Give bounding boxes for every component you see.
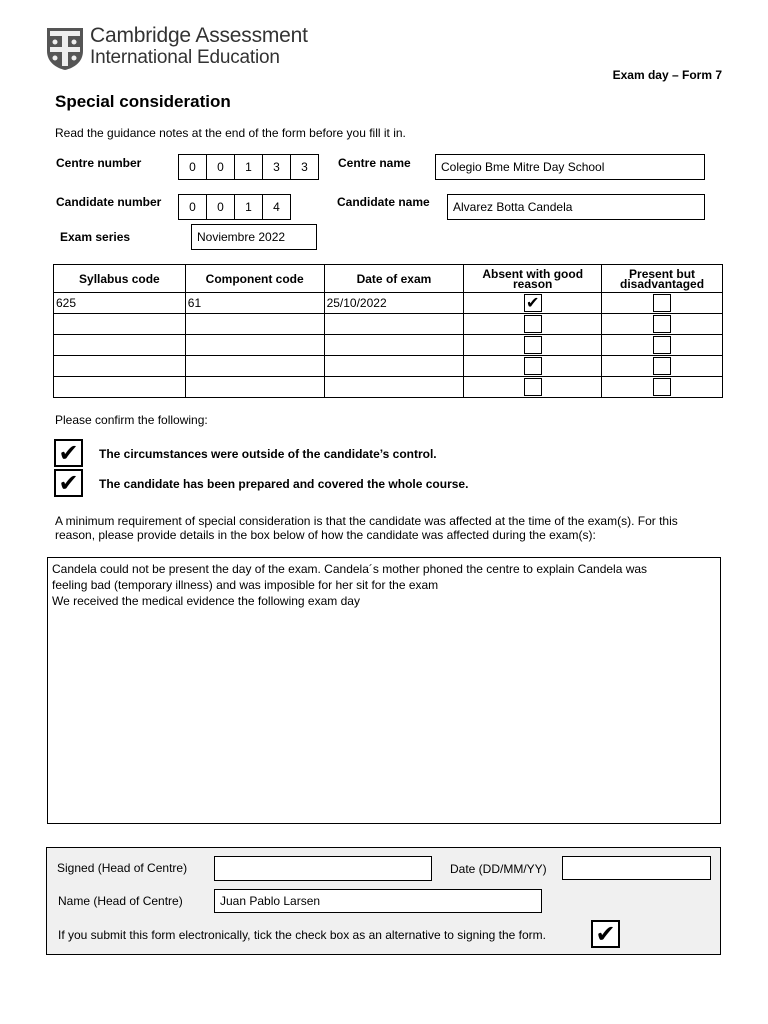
centre-name-label: Centre name	[338, 156, 411, 170]
header-absent: Absent with good reason	[464, 265, 602, 293]
date-label: Date (DD/MM/YY)	[450, 862, 547, 876]
absent-checkbox[interactable]	[524, 378, 542, 396]
confirm-text-1: The circumstances were outside of the candidate’s control.	[99, 447, 437, 461]
table-row	[54, 335, 723, 356]
head-name-field[interactable]: Juan Pablo Larsen	[214, 889, 542, 913]
requirement-text: A minimum requirement of special consideration is that the candidate was affected at the time of the exam(s). For this reason, please provide details in the box below of how the candidate was affected during the exam(s):	[55, 514, 678, 542]
table-row	[54, 314, 723, 335]
signed-label: Signed (Head of Centre)	[57, 861, 188, 875]
centre-digit[interactable]: 1	[234, 154, 263, 180]
exam-table	[53, 264, 723, 398]
present-checkbox[interactable]	[653, 336, 671, 354]
centre-digit[interactable]: 0	[178, 154, 207, 180]
cell-date[interactable]	[324, 356, 464, 377]
absent-checkbox[interactable]	[524, 357, 542, 375]
cell-component[interactable]	[185, 335, 324, 356]
header-date-of-exam: Date of exam	[324, 265, 464, 293]
cell-absent	[464, 335, 602, 356]
header-syllabus-code: Syllabus code	[54, 265, 186, 293]
confirm-checkbox-1[interactable]	[54, 439, 83, 467]
table-row	[54, 293, 723, 314]
head-name-label: Name (Head of Centre)	[58, 894, 183, 908]
cell-present	[602, 356, 723, 377]
candidate-name-field[interactable]: Alvarez Botta Candela	[447, 194, 705, 220]
centre-digit[interactable]: 3	[262, 154, 291, 180]
exam-series-label: Exam series	[60, 230, 131, 244]
candidate-name-label: Candidate name	[337, 195, 430, 209]
cell-component[interactable]	[185, 377, 324, 398]
cell-present	[602, 335, 723, 356]
candidate-digit[interactable]: 0	[206, 194, 235, 220]
centre-digit[interactable]: 3	[290, 154, 319, 180]
candidate-digit[interactable]: 1	[234, 194, 263, 220]
confirm-checkbox-2[interactable]	[54, 469, 83, 497]
present-checkbox[interactable]	[653, 357, 671, 375]
cell-date[interactable]	[324, 314, 464, 335]
table-row	[54, 377, 723, 398]
confirm-intro: Please confirm the following:	[55, 413, 208, 427]
centre-number-field[interactable]	[178, 154, 319, 180]
centre-digit[interactable]: 0	[206, 154, 235, 180]
cell-present	[602, 314, 723, 335]
signed-field[interactable]	[214, 856, 432, 881]
cell-present	[602, 377, 723, 398]
cambridge-shield-logo-icon	[46, 27, 84, 71]
cell-syllabus[interactable]	[54, 377, 186, 398]
confirm-text-2: The candidate has been prepared and covered the whole course.	[99, 477, 469, 491]
logo-line-2: International Education	[90, 47, 280, 68]
cell-syllabus[interactable]: 625	[54, 293, 186, 314]
details-textarea[interactable]	[47, 557, 721, 824]
instructions: Read the guidance notes at the end of the form before you fill it in.	[55, 126, 406, 140]
checkmark-icon: ✔	[595, 920, 616, 948]
electronic-checkbox[interactable]	[591, 920, 620, 948]
cell-present	[602, 293, 723, 314]
candidate-digit[interactable]: 0	[178, 194, 207, 220]
details-line: We received the medical evidence the following exam day	[52, 594, 360, 608]
cell-absent	[464, 356, 602, 377]
cell-component[interactable]: 61	[185, 293, 324, 314]
cell-date[interactable]	[324, 377, 464, 398]
cell-component[interactable]	[185, 314, 324, 335]
present-checkbox[interactable]	[653, 378, 671, 396]
logo-line-1: Cambridge Assessment	[90, 24, 308, 47]
cell-date[interactable]	[324, 335, 464, 356]
exam-series-field[interactable]: Noviembre 2022	[191, 224, 317, 250]
candidate-number-field[interactable]	[178, 194, 291, 220]
page-title: Special consideration	[55, 92, 231, 111]
present-checkbox[interactable]	[653, 294, 671, 312]
header-present: Present but disadvantaged	[602, 265, 723, 293]
header-component-code: Component code	[185, 265, 324, 293]
cell-absent	[464, 293, 602, 314]
candidate-digit[interactable]: 4	[262, 194, 291, 220]
cell-component[interactable]	[185, 356, 324, 377]
candidate-number-label: Candidate number	[56, 195, 162, 209]
present-checkbox[interactable]	[653, 315, 671, 333]
absent-checkbox[interactable]	[524, 315, 542, 333]
cell-date[interactable]: 25/10/2022	[324, 293, 464, 314]
centre-name-field[interactable]: Colegio Bme Mitre Day School	[435, 154, 705, 180]
details-line: feeling bad (temporary illness) and was imposible for her sit for the exam	[52, 578, 439, 592]
cell-syllabus[interactable]	[54, 314, 186, 335]
cell-absent	[464, 314, 602, 335]
absent-checkbox[interactable]	[524, 336, 542, 354]
checkmark-icon: ✔	[58, 469, 79, 497]
cell-absent	[464, 377, 602, 398]
centre-number-label: Centre number	[56, 156, 142, 170]
checkmark-icon: ✔	[58, 439, 79, 467]
cell-syllabus[interactable]	[54, 335, 186, 356]
table-row	[54, 356, 723, 377]
absent-checkbox[interactable]: ✔	[524, 294, 542, 312]
form-id: Exam day – Form 7	[612, 68, 722, 82]
details-line: Candela could not be present the day of the exam. Candela´s mother phoned the centre to explain Candela was	[52, 562, 648, 576]
date-field[interactable]	[562, 856, 711, 880]
electronic-text: If you submit this form electronically, tick the check box as an alternative to signing the form.	[58, 928, 546, 942]
cell-syllabus[interactable]	[54, 356, 186, 377]
